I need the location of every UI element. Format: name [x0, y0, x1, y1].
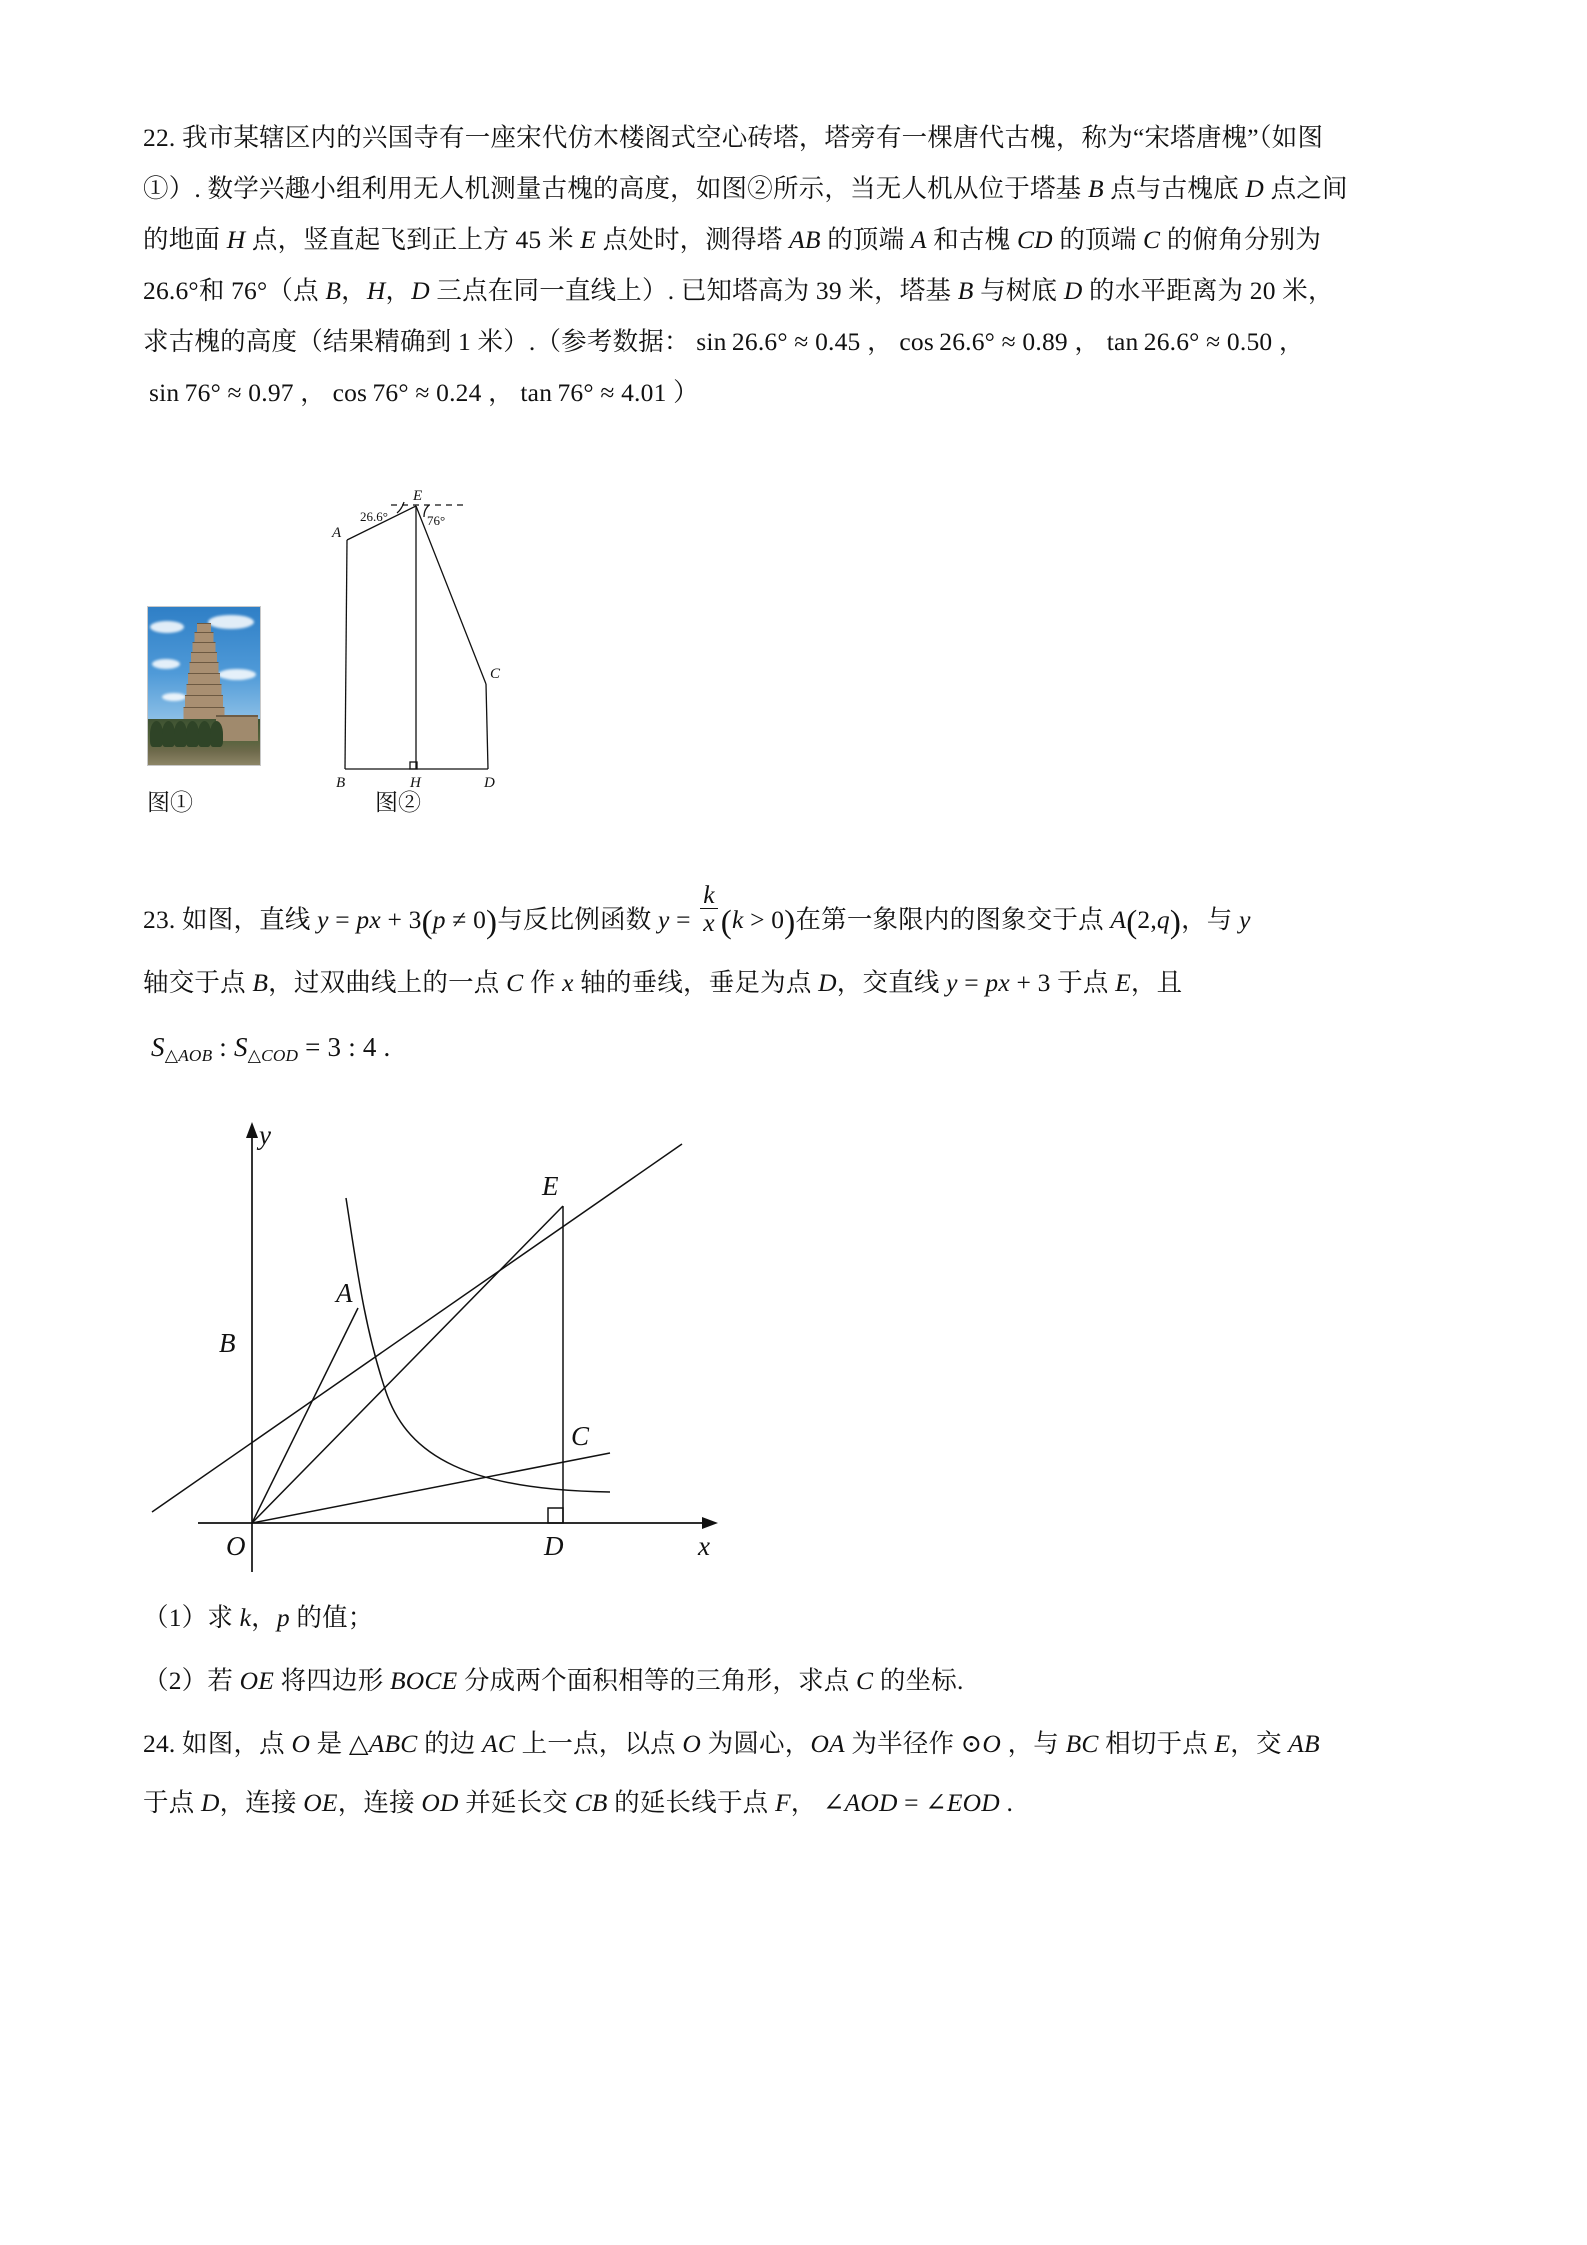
p24-line-2: 于点 D，连接 OE，连接 OD 并延长交 CB 的延长线于点 F， ∠AOD = ∠EOD . — [143, 1788, 1014, 1817]
label-E: E — [413, 488, 423, 504]
graph-label-A: A — [336, 1278, 353, 1308]
coordinate-graph-svg — [150, 1112, 730, 1572]
p22-line-1-text: 22. 我市某辖区内的兴国寺有一座宋代仿木楼阁式空心砖塔，塔旁有一棵唐代古槐，称为“宋塔唐槐”（如图 — [143, 123, 1324, 152]
segment-CD — [486, 684, 488, 769]
p22-line-5: 求古槐的高度（结果精确到 1 米）.（参考数据： sin 26.6° ≈ 0.45 ， cos 26.6° ≈ 0.89 ， tan 26.6° ≈ 0.50 ， — [143, 327, 1305, 356]
label-angle-76: 76° — [427, 513, 446, 528]
x-axis-arrow — [702, 1517, 718, 1529]
photo-cloud — [150, 621, 184, 633]
p22-line-6: sin 76° ≈ 0.97 ， cos 76° ≈ 0.24 ， tan 76° ≈ 4.01 ） — [149, 378, 699, 407]
label-D: D — [484, 775, 495, 791]
figure-1-group — [143, 488, 703, 863]
p23-line-2: 轴交于点 B，过双曲线上的一点 C 作 x 轴的垂线，垂足为点 D，交直线 y = px + 3 于点 E，且 — [143, 967, 1183, 997]
y-axis-arrow — [246, 1122, 258, 1138]
p23-sub-1: （1）求 k，p 的值； — [143, 1603, 374, 1632]
p22-line-3: 的地面 H 点，竖直起飞到正上方 45 米 E 点处时，测得塔 AB 的顶端 A 和古槐 CD 的顶端 C 的俯角分别为 — [143, 225, 1322, 254]
tower-diagram-svg — [303, 488, 563, 808]
figure-caption-1: 图① — [147, 790, 193, 815]
label-B: B — [336, 775, 346, 791]
fraction-k-over-x: $\frac{k}{x}$ — [700, 882, 718, 936]
graph-label-E: E — [542, 1171, 559, 1201]
right-angle-mark-D — [548, 1508, 563, 1523]
segment-OC — [252, 1453, 610, 1523]
p22-line-1 — [143, 112, 1453, 163]
p23-ratio-expression: $S_{\triangle AOB}$ : $S_{\triangle COD} = 3$ : 4 . — [151, 1031, 391, 1065]
tower-diagram — [303, 488, 563, 808]
label-C: C — [490, 666, 501, 682]
p22-line-2: ①）. 数学兴趣小组利用无人机测量古槐的高度，如图②所示，当无人机从位于塔基 B 点与古槐底 D 点之间 — [143, 174, 1348, 203]
sight-line-EC — [416, 506, 486, 684]
graph-label-y: y — [259, 1120, 271, 1150]
graph-label-B: B — [219, 1328, 236, 1358]
figure-caption-2: 图② — [375, 790, 421, 815]
figure-coordinate-graph — [150, 1112, 730, 1572]
label-angle-26: 26.6° — [360, 509, 388, 524]
label-A: A — [332, 525, 342, 541]
segment-OE — [252, 1206, 563, 1523]
angle-arc-left — [397, 502, 404, 513]
problem-24-text — [143, 1718, 1463, 1828]
photo-cloud — [152, 659, 180, 669]
graph-label-C: C — [571, 1421, 590, 1451]
problem-23-text — [143, 879, 1463, 1081]
pagoda-photo — [147, 606, 261, 766]
segment-OA — [252, 1308, 358, 1523]
graph-label-O: O — [226, 1531, 246, 1561]
p22-line-4: 26.6°和 76°（点 B，H，D 三点在同一直线上）. 已知塔高为 39 米，塔基 B 与树底 D 的水平距离为 20 米， — [143, 276, 1334, 305]
p24-line-1: 24. 如图，点 O 是 △ABC 的边 AC 上一点，以点 O 为圆心，OA 为半径作 ⊙O ，与 BC 相切于点 E，交 AB — [143, 1729, 1320, 1758]
segment-AB — [345, 540, 347, 769]
p23-sub-2: （2）若 OE 将四边形 BOCE 分成两个面积相等的三角形，求点 C 的坐标. — [143, 1666, 964, 1695]
graph-label-x: x — [698, 1531, 710, 1561]
graph-label-D: D — [544, 1531, 564, 1561]
problem-22-text — [143, 112, 1453, 418]
p23-line-1: 23. 如图，直线 y = px + 3(p ≠ 0)与反比例函数 y = $\frac{k}{x}$ (k > 0)在第一象限内的图象交于点 A(2,q)，与 y — [143, 879, 1251, 941]
problem-23-subquestions — [143, 1592, 1463, 1706]
label-H: H — [410, 775, 421, 791]
